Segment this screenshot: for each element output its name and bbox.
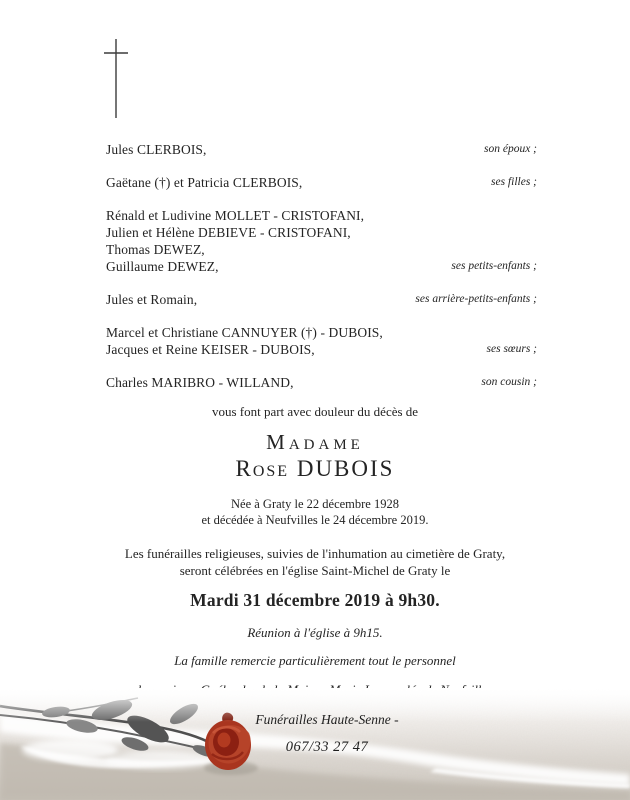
family-member: Charles MARIBRO - WILLAND, <box>106 375 294 390</box>
funeral-home-name: Funérailles Haute-Senne - <box>255 712 399 727</box>
family-member: Rénald et Ludivine MOLLET - CRISTOFANI, <box>106 208 365 223</box>
family-names <box>106 324 479 358</box>
acknowledgement-line-1: La famille remercie particulièrement tout le personnel <box>174 653 456 668</box>
family-group-great-grandchildren <box>106 291 537 308</box>
family-group-sisters <box>106 324 537 358</box>
family-names <box>106 141 476 158</box>
funeral-home-phone: 067/33 27 47 <box>285 739 369 755</box>
death-line: et décédée à Neufvilles le 24 décembre 2019. <box>201 513 429 527</box>
family-member: Guillaume DEWEZ, <box>106 259 219 274</box>
family-group-cousin <box>106 374 537 391</box>
family-group-daughters <box>106 174 537 191</box>
family-member: Jules et Romain, <box>106 292 198 307</box>
family-list <box>106 141 537 407</box>
ceremony-datetime: Mardi 31 décembre 2019 à 9h30. <box>190 590 440 610</box>
ceremony-line-1: Les funérailles religieuses, suivies de l'inhumation au cimetière de Graty, <box>124 546 506 561</box>
family-member: Thomas DEWEZ, <box>106 242 205 257</box>
family-names <box>106 207 443 275</box>
cross-icon <box>100 36 132 122</box>
birth-line: Née à Graty le 22 décembre 1928 <box>231 497 399 511</box>
ceremony-line-2: seront célébrées en l'église Saint-Michel de Graty le <box>179 563 451 578</box>
rose-photo <box>0 688 630 800</box>
family-names <box>106 374 473 391</box>
deceased-title: Madame <box>266 430 364 454</box>
family-member: Jules CLERBOIS, <box>106 142 207 157</box>
relation-label: ses sœurs ; <box>486 343 537 355</box>
family-names <box>106 174 483 191</box>
relation-label: son époux ; <box>483 143 537 155</box>
family-names <box>106 291 407 308</box>
family-member: Jacques et Reine KEISER - DUBOIS, <box>106 342 315 357</box>
family-group-spouse <box>106 141 537 158</box>
family-member: Julien et Hélène DEBIEVE - CRISTOFANI, <box>106 225 351 240</box>
relation-label: ses petits-enfants ; <box>451 260 537 272</box>
announcement-block <box>0 404 630 698</box>
relation-label: ses arrière-petits-enfants ; <box>415 293 537 305</box>
announcement-intro: vous font part avec douleur du décès de <box>211 404 419 419</box>
relation-label: ses filles ; <box>491 176 537 188</box>
deceased-name: Rose DUBOIS <box>235 456 395 481</box>
footer-text <box>12 712 630 756</box>
family-member: Marcel et Christiane CANNUYER (†) - DUBOIS, <box>106 325 383 340</box>
family-member: Gaëtane (†) et Patricia CLERBOIS, <box>106 175 303 190</box>
meeting-line: Réunion à l'église à 9h15. <box>247 625 383 640</box>
cross-icon-svg <box>100 36 132 122</box>
relation-label: son cousin ; <box>481 376 537 388</box>
family-group-grandchildren <box>106 207 537 275</box>
